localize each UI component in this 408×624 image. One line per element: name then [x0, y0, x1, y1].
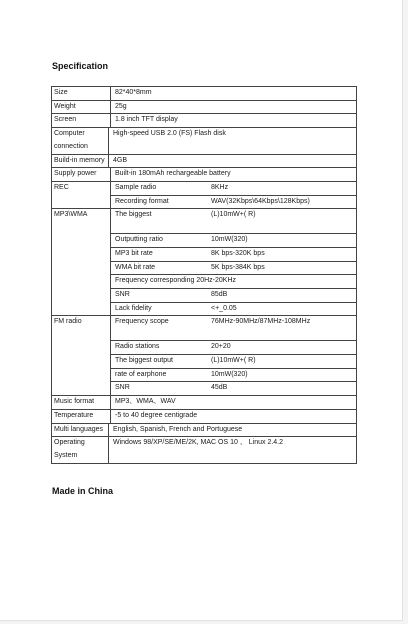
row-value: Windows 98/XP/SE/ME/2K, MAC OS 10 、 Linux 2.4.2 [109, 437, 357, 462]
sub-row [111, 275, 356, 289]
row-subtable [111, 316, 357, 395]
sub-name: rate of earphone [115, 370, 167, 378]
sub-value: 76MHz-90MHz/87MHz-108MHz [211, 318, 311, 326]
row-value: 25g [111, 101, 357, 114]
row-label: Temperature [52, 410, 111, 423]
row-power [52, 168, 357, 182]
row-label: Multi languages [52, 424, 109, 437]
row-subtable [111, 209, 357, 315]
row-label: Operating System [52, 437, 109, 462]
row-label: Screen [52, 114, 111, 127]
row-label: Computer connection [52, 128, 109, 153]
row-value: -5 to 40 degree centigrade [111, 410, 357, 423]
sub-name: Lack fidelity [115, 304, 152, 312]
row-label: REC [52, 182, 111, 208]
row-label: Music format [52, 396, 111, 409]
sub-name: Recording format [115, 197, 169, 205]
row-value: English, Spanish, French and Portuguese [109, 424, 357, 437]
sub-row [111, 234, 356, 248]
sub-row [111, 303, 356, 316]
row-label: Build-in memory [52, 155, 109, 168]
row-operating-system [52, 437, 357, 463]
sub-value: 45dB [211, 384, 228, 392]
row-size [52, 87, 357, 101]
sub-name: The biggest [115, 211, 152, 219]
sub-row [111, 196, 356, 209]
row-memory [52, 155, 357, 169]
row-music-format [52, 396, 357, 410]
row-value: 82*40*8mm [111, 87, 357, 100]
row-fm-radio [52, 316, 357, 396]
sub-row [111, 262, 356, 276]
sub-row [111, 369, 356, 383]
row-weight [52, 101, 357, 115]
row-value: Built-in 180mAh rechargeable battery [111, 168, 357, 181]
row-connection [52, 128, 357, 154]
row-mp3-wma [52, 209, 357, 316]
row-languages [52, 424, 357, 438]
sub-value: 10mW(320) [211, 236, 248, 244]
sub-name: SNR [115, 384, 130, 392]
sub-name: Frequency corresponding 20Hz-20KHz [115, 277, 237, 285]
sub-row [111, 182, 356, 196]
sub-value: (L)10mW+( R) [211, 211, 256, 219]
row-label: Size [52, 87, 111, 100]
sub-name: Sample radio [115, 183, 157, 191]
made-in-heading: Made in China [52, 486, 114, 496]
sub-value: 20+20 [211, 343, 231, 351]
sub-value: 10mW(320) [211, 370, 248, 378]
sub-row [111, 341, 356, 355]
row-value: High-speed USB 2.0 (FS) Flash disk [109, 128, 357, 153]
sub-row [111, 355, 356, 369]
sub-name: SNR [115, 291, 130, 299]
sub-value: (L)10mW+( R) [211, 357, 256, 365]
sub-value: 8K bps-320K bps [211, 249, 265, 257]
row-subtable [111, 182, 357, 208]
specification-table [51, 86, 357, 464]
row-label: Weight [52, 101, 111, 114]
sub-name: MP3 bit rate [115, 249, 153, 257]
sub-value: 85dB [211, 291, 228, 299]
sub-row [111, 382, 356, 395]
row-label: Supply power [52, 168, 111, 181]
row-label: MP3\WMA [52, 209, 111, 315]
sub-value: <+_0.05 [211, 304, 237, 312]
row-label: FM radio [52, 316, 111, 395]
sub-value: WAV(32Kbps\64Kbps\128Kbps) [211, 197, 310, 205]
sub-row [111, 209, 356, 234]
sub-name: Frequency scope [115, 318, 169, 326]
specification-heading: Specification [52, 61, 109, 71]
sub-name: WMA bit rate [115, 263, 156, 271]
sub-row [111, 248, 356, 262]
row-value: 1.8 inch TFT display [111, 114, 357, 127]
sub-name: The biggest output [115, 357, 173, 365]
sub-row [111, 289, 356, 303]
sub-value: 8KHz [211, 183, 229, 191]
row-temperature [52, 410, 357, 424]
sub-row [111, 316, 356, 341]
row-screen [52, 114, 357, 128]
sub-name: Radio stations [115, 343, 160, 351]
row-rec [52, 182, 357, 209]
sub-value: 5K bps-384K bps [211, 263, 265, 271]
sub-name: Outputting ratio [115, 236, 163, 244]
row-value: MP3、WMA、WAV [111, 396, 357, 409]
row-value: 4GB [109, 155, 357, 168]
